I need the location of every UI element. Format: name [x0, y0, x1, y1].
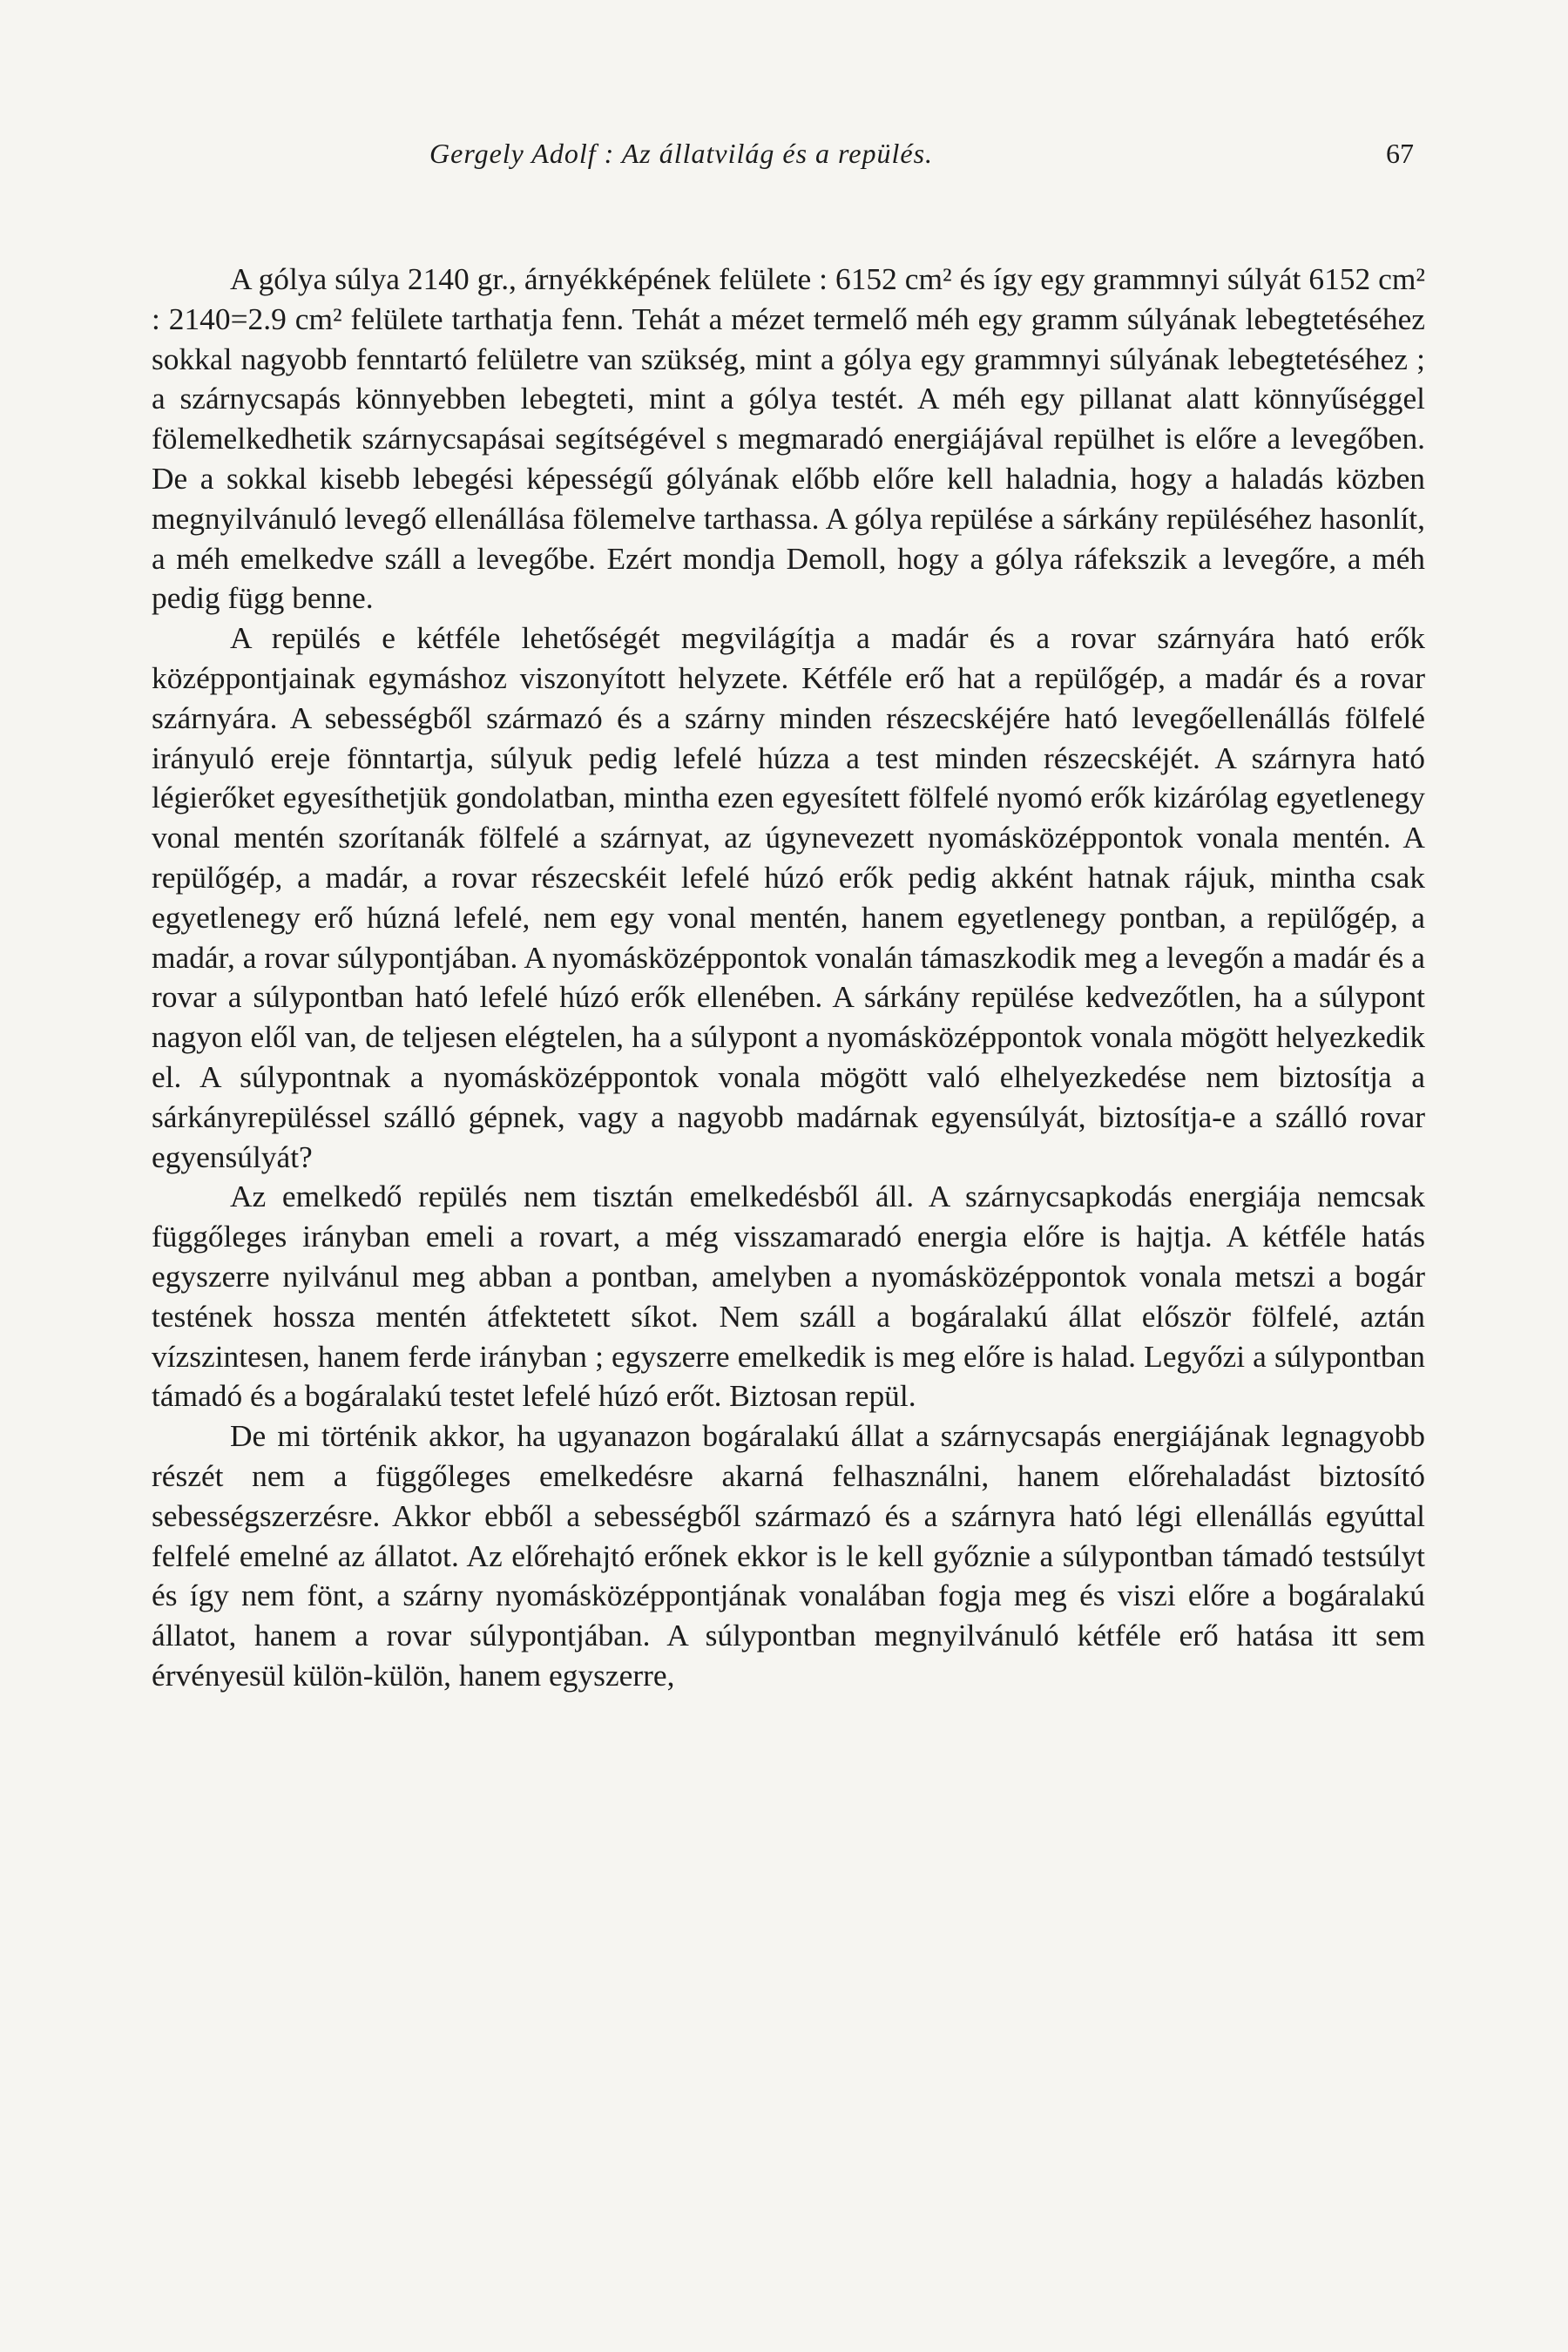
running-header	[429, 131, 1414, 176]
paragraph-1: A gólya súlya 2140 gr., árnyékképének felülete : 6152 cm² és így egy grammnyi súlyát 6152 cm² : 2140=2.9 cm² felülete tarthatja fenn. Tehát a mézet termelő méh egy gramm súlyának lebegtetéséhez sokkal nagyobb fenntartó felületre van szükség, mint a gólya egy grammnyi súlyának lebegtetéséhez ; a szárnycsapás könnyebben lebegteti, mint a gólya testét. A méh egy pillanat alatt könnyűséggel fölemelkedhetik szárnycsapásai segítségével s megmaradó energiájával repülhet is előre a levegőben. De a sokkal kisebb lebegési képességű gólyának előbb előre kell haladnia, hogy a haladás közben megnyilvánuló levegő ellenállása fölemelve tarthassa. A gólya repülése a sárkány repüléséhez hasonlít, a méh emelkedve száll a levegőbe. Ezért mondja Demoll, hogy a gólya ráfekszik a levegőre, a méh pedig függ benne.	[152, 261, 1425, 616]
paragraph-4: De mi történik akkor, ha ugyanazon bogáralakú állat a szárnycsapás energiájának legnagyobb részét nem a függőleges emelkedésre akarná felhasználni, hanem előrehaladást biztosító sebességszerzésre. Akkor ebből a sebességből származó és a szárnyra ható légi ellenállás egyúttal felfelé emelné az állatot. Az előrehajtó erőnek ekkor is le kell győznie a súlypontban támadó testsúlyt és így nem fönt, a szárny nyomásközéppontjának vonalában fogja meg és viszi előre a bogáralakú állatot, hanem a rovar súlypontjában. A súlypontban megnyilvánuló kétféle erő hatása itt sem érvényesül külön-külön, hanem egyszerre,	[152, 1418, 1425, 1693]
body-text	[152, 260, 1425, 1696]
paragraph-2: A repülés e kétféle lehetőségét megvilágítja a madár és a rovar szárnyára ható erők középpontjainak egymáshoz viszonyított helyzete. Kétféle erő hat a repülőgép, a madár és a rovar szárnyára. A sebességből származó és a szárny minden részecskéjére ható levegőellenállás fölfelé irányuló ereje fönntartja, súlyuk pedig lefelé húzza a test minden részecskéjét. A szárnyra ható légierőket egyesíthetjük gondolatban, mintha ezen egyesített fölfelé nyomó erők kizárólag egyetlenegy vonal mentén szorítanák fölfelé a szárnyat, az úgynevezett nyomásközéppontok vonala mentén. A repülőgép, a madár, a rovar részecskéit lefelé húzó erők pedig akként hatnak rájuk, mintha csak egyetlenegy erő húzná lefelé, nem egy vonal mentén, hanem egyetlenegy pontban, a repülőgép, a madár, a rovar súlypontjában. A nyomásközéppontok vonalán támaszkodik meg a levegőn a madár és a rovar a súlypontban ható lefelé húzó erők ellenében. A sárkány repülése kedvezőtlen, ha a súlypont nagyon elől van, de teljesen elégtelen, ha a súlypont a nyomásközéppontok vonala mögött helyezkedik el. A súlypontnak a nyomásközéppontok vonala mögött való elhelyezkedése nem biztosítja a sárkányrepüléssel szálló gépnek, vagy a nagyobb madárnak egyensúlyát, biztosítja-e a szálló rovar egyensúlyát?	[152, 620, 1425, 1174]
running-title: Gergely Adolf : Az állatvilág és a repülés.	[429, 138, 934, 169]
paragraph-3: Az emelkedő repülés nem tisztán emelkedésből áll. A szárnycsapkodás energiája nemcsak függőleges irányban emeli a rovart, a még visszamaradó energia előre is hajtja. A kétféle hatás egyszerre nyilvánul meg abban a pontban, amelyben a nyomásközéppontok vonala metszi a bogár testének hossza mentén átfektetett síkot. Nem száll a bogáralakú állat először fölfelé, aztán vízszintesen, hanem ferde irányban ; egyszerre emelkedik is meg előre is halad. Legyőzi a súlypontban támadó és a bogáralakú testet lefelé húzó erőt. Biztosan repül.	[152, 1179, 1425, 1414]
page-number: 67	[1386, 138, 1414, 169]
